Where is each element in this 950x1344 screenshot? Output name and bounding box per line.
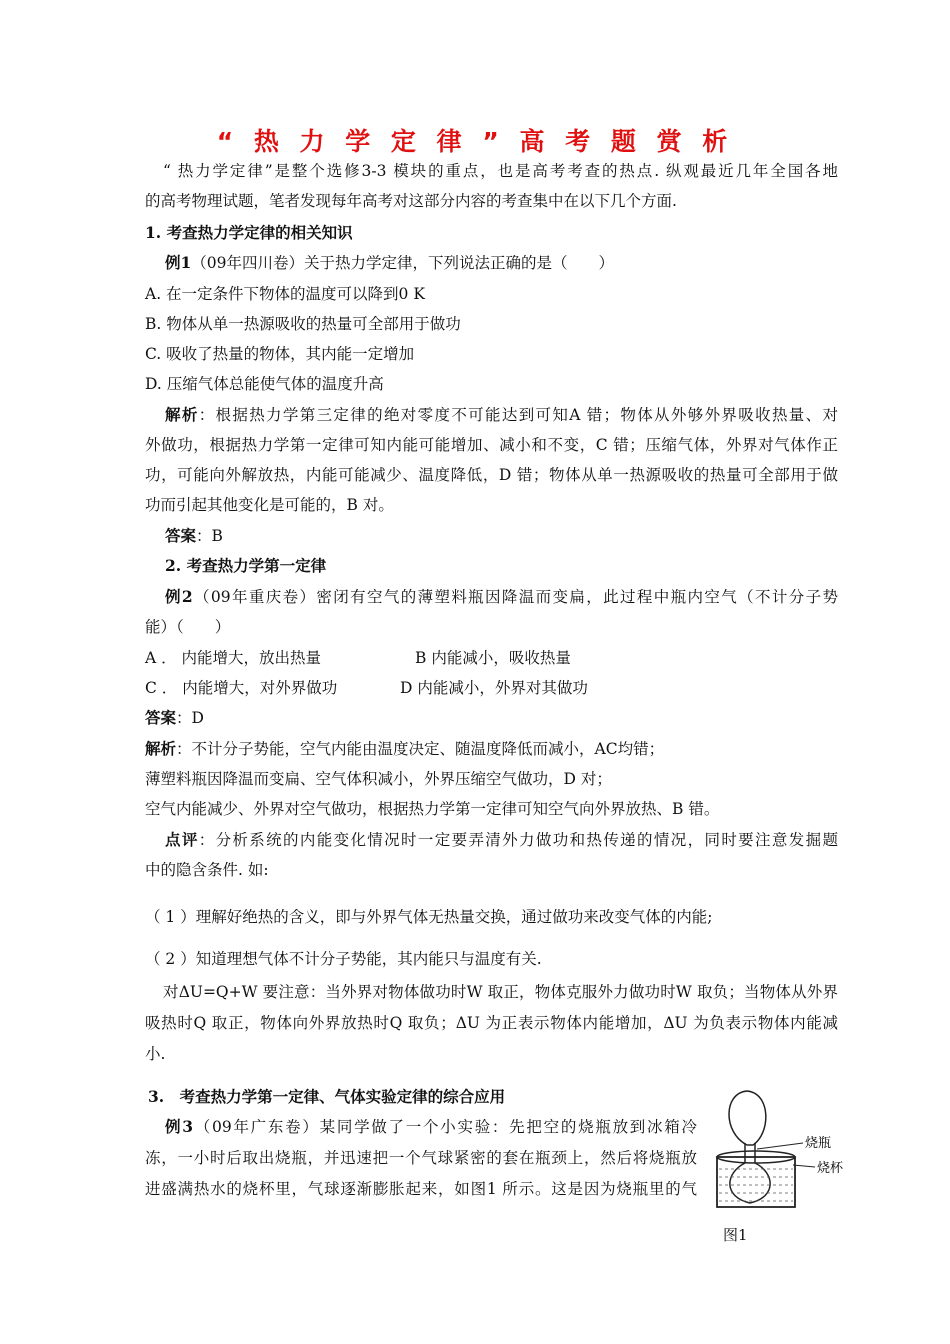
page-title: “ 热 力 学 定 律 ” 高 考 题 赏 析 bbox=[216, 127, 734, 156]
example-2-line-2: 能）（ ） bbox=[145, 618, 231, 636]
example-3-line-1 bbox=[165, 1116, 697, 1138]
analysis-1-line-2: 外做功，根据热力学第一定律可知内能可能增加、减小和不变，C 错；压缩气体，外界对气体作正 bbox=[145, 436, 838, 454]
answer-2 bbox=[145, 707, 204, 729]
delta-line-2: 吸热时Q 取正，物体向外界放热时Q 取负；ΔU 为正表示物体内能增加，ΔU 为负表示物体内能减 bbox=[145, 1014, 838, 1032]
option-1d: D. 压缩气体总能使气体的温度升高 bbox=[145, 375, 384, 393]
example-2-line-1 bbox=[165, 586, 838, 608]
analysis-1-text-1: ：根据热力学第三定律的绝对零度不可能达到可知A 错；物体从外够外界吸收热量、对 bbox=[198, 406, 838, 424]
example-1-text: （09年四川卷）关于热力学定律，下列说法正确的是（ ） bbox=[191, 254, 615, 272]
section-2-heading: 2. 考查热力学第一定律 bbox=[165, 556, 327, 575]
example-3-line-3: 进盛满热水的烧杯里，气球逐渐膨胀起来，如图1 所示。这是因为烧瓶里的气 bbox=[145, 1180, 697, 1198]
section-3-heading: 3. 考查热力学第一定律、气体实验定律的综合应用 bbox=[148, 1087, 506, 1106]
beaker-outline bbox=[717, 1157, 795, 1207]
example-1 bbox=[165, 252, 614, 274]
option-2d: D 内能减小，外界对其做功 bbox=[400, 679, 588, 697]
option-1c: C. 吸收了热量的物体，其内能一定增加 bbox=[145, 345, 415, 363]
comment-label: 点评 bbox=[165, 830, 199, 849]
answer-2-label: 答案 bbox=[145, 708, 177, 727]
flask-pointer bbox=[757, 1143, 803, 1149]
section-1-heading: 1. 考查热力学定律的相关知识 bbox=[145, 223, 353, 242]
analysis-2-text-1: ：不计分子势能，空气内能由温度决定、随温度降低而减小，AC均错； bbox=[176, 740, 665, 758]
example-2-text-1: （09年重庆卷）密闭有空气的薄塑料瓶因降温而变扁，此过程中瓶内空气（不计分子势 bbox=[192, 588, 838, 606]
delta-line-3: 小. bbox=[145, 1045, 166, 1063]
flask-label: 烧瓶 bbox=[805, 1136, 832, 1151]
beaker-pointer bbox=[793, 1165, 815, 1167]
intro-line-1: “ 热力学定律”是整个选修3-3 模块的重点，也是高考考查的热点. 纵观最近几年全国各地 bbox=[163, 162, 838, 180]
example-1-label: 例1 bbox=[165, 253, 192, 272]
beaker-label: 烧杯 bbox=[817, 1161, 844, 1176]
note-1: （ 1 ）理解好绝热的含义，即与外界气体无热量交换，通过做功来改变气体的内能; bbox=[145, 908, 713, 926]
analysis-1-line-4: 功而引起其他变化是可能的，B 对。 bbox=[145, 496, 394, 514]
comment-line-1 bbox=[165, 829, 838, 851]
flask-balloon-figure bbox=[705, 1085, 855, 1210]
analysis-1-line-3: 功，可能向外解放热，内能可能减少、温度降低，D 错；物体从单一热源吸收的热量可全部用于做 bbox=[145, 466, 838, 484]
delta-line-1: 对ΔU=Q+W 要注意：当外界对物体做功时W 取正，物体克服外力做功时W 取负；当物体从外界 bbox=[163, 983, 838, 1001]
answer-1 bbox=[165, 525, 223, 547]
option-2b: B 内能减小，吸收热量 bbox=[415, 649, 571, 667]
example-2-label: 例2 bbox=[165, 587, 193, 606]
figure-caption: 图1 bbox=[723, 1226, 748, 1244]
analysis-1-label: 解析 bbox=[165, 405, 199, 424]
analysis-2-line-1 bbox=[145, 738, 664, 760]
comment-text-1: ：分析系统的内能变化情况时一定要弄清外力做功和热传递的情况，同时要注意发掘题 bbox=[198, 831, 838, 849]
answer-2-value: ：D bbox=[176, 709, 204, 727]
option-1b: B. 物体从单一热源吸收的热量可全部用于做功 bbox=[145, 315, 461, 333]
analysis-1-line-1 bbox=[165, 404, 838, 426]
flask-neck bbox=[745, 1143, 755, 1163]
option-2a: A ． 内能增大，放出热量 bbox=[145, 649, 322, 667]
answer-1-value: ：B bbox=[196, 527, 223, 545]
analysis-2-label: 解析 bbox=[145, 739, 177, 758]
analysis-2-line-3: 空气内能减少、外界对空气做功，根据热力学第一定律可知空气向外界放热、B 错。 bbox=[145, 800, 720, 818]
intro-line-2: 的高考物理试题，笔者发现每年高考对这部分内容的考查集中在以下几个方面. bbox=[145, 192, 677, 210]
example-3-line-2: 冻，一小时后取出烧瓶，并迅速把一个气球紧密的套在瓶颈上，然后将烧瓶放 bbox=[145, 1149, 697, 1167]
example-3-text-1: （09年广东卷）某同学做了一个小实验：先把空的烧瓶放到冰箱冷 bbox=[193, 1118, 697, 1136]
analysis-2-line-2: 薄塑料瓶因降温而变扁、空气体积减小，外界压缩空气做功，D 对； bbox=[145, 770, 612, 788]
balloon-shape bbox=[729, 1091, 766, 1145]
example-3-label: 例3 bbox=[165, 1117, 194, 1136]
note-2: （ 2 ）知道理想气体不计分子势能，其内能只与温度有关. bbox=[145, 950, 542, 968]
option-2c: C ． 内能增大，对外界做功 bbox=[145, 679, 338, 697]
answer-1-label: 答案 bbox=[165, 526, 197, 545]
option-1a: A. 在一定条件下物体的温度可以降到0 K bbox=[145, 285, 425, 303]
comment-line-2: 中的隐含条件. 如: bbox=[145, 861, 269, 879]
